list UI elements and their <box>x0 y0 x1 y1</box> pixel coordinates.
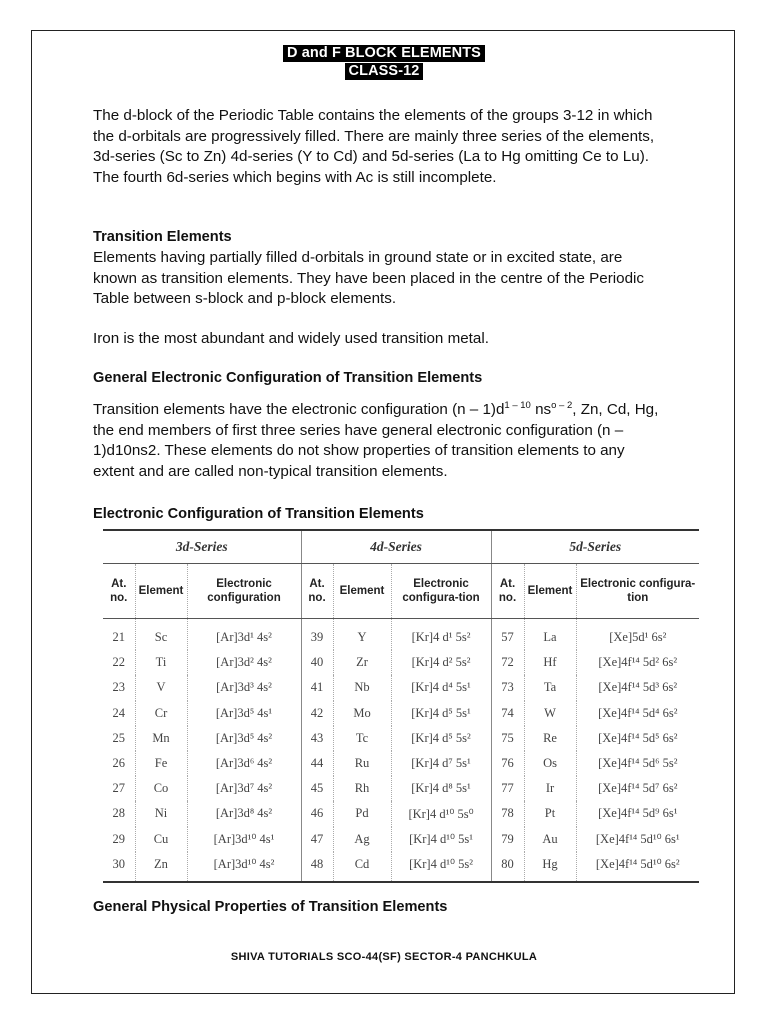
table-row <box>103 801 699 826</box>
element-symbol: Re <box>524 726 576 751</box>
element-symbol: Cu <box>135 827 187 852</box>
series-4d-header: 4d-Series <box>301 530 491 564</box>
element-symbol: Ta <box>524 675 576 700</box>
col-element: Element <box>135 564 187 619</box>
config-text-1: Transition elements have the electronic configuration (n – 1)d <box>93 401 505 418</box>
electron-config: [Kr]4 d⁷ 5s¹ <box>391 751 491 776</box>
general-config-paragraph <box>93 400 668 482</box>
atomic-number: 22 <box>103 650 135 675</box>
element-symbol: Au <box>524 827 576 852</box>
physical-properties-heading: General Physical Properties of Transition Elements <box>93 899 448 915</box>
atomic-number: 24 <box>103 701 135 726</box>
element-symbol: Nb <box>333 675 391 700</box>
element-symbol: Tc <box>333 726 391 751</box>
series-3d-header: 3d-Series <box>103 530 301 564</box>
table-row <box>103 726 699 751</box>
atomic-number: 44 <box>301 751 333 776</box>
electron-config: [Xe]4f¹⁴ 5d⁵ 6s² <box>598 730 678 745</box>
atomic-number: 74 <box>491 701 524 726</box>
electron-config: [Ar]3d² 4s² <box>187 650 301 675</box>
atomic-number: 80 <box>491 852 524 882</box>
atomic-number: 46 <box>301 801 333 826</box>
electron-config: [Ar]3d⁶ 4s² <box>187 751 301 776</box>
atomic-number: 29 <box>103 827 135 852</box>
config-sup-2: o – 2 <box>551 400 573 411</box>
element-symbol: W <box>524 701 576 726</box>
atomic-number: 48 <box>301 852 333 882</box>
table-row <box>103 650 699 675</box>
table-row <box>103 776 699 801</box>
electron-config: [Ar]3d¹⁰ 4s² <box>187 852 301 882</box>
electron-config: [Xe]4f¹⁴ 5d⁹ 6s¹ <box>598 806 678 821</box>
col-config: Electronic configuration <box>187 564 301 619</box>
atomic-number: 40 <box>301 650 333 675</box>
element-symbol: Y <box>333 619 391 651</box>
element-symbol: Ag <box>333 827 391 852</box>
col-config: Electronic configura-tion <box>391 564 491 619</box>
electron-config: [Kr]4 d¹ 5s² <box>391 619 491 651</box>
atomic-number: 28 <box>103 801 135 826</box>
atomic-number: 77 <box>491 776 524 801</box>
table-row <box>103 827 699 852</box>
atomic-number: 26 <box>103 751 135 776</box>
element-symbol: Hf <box>524 650 576 675</box>
table-row <box>103 675 699 700</box>
config-text-2: ns <box>530 401 552 418</box>
element-symbol: Pt <box>524 801 576 826</box>
electron-config: [Kr]4 d¹⁰ 5s¹ <box>391 827 491 852</box>
col-config: Electronic configura-tion <box>576 564 699 619</box>
atomic-number: 27 <box>103 776 135 801</box>
atomic-number: 78 <box>491 801 524 826</box>
atomic-number: 73 <box>491 675 524 700</box>
electron-config: [Xe]4f¹⁴ 5d⁶ 5s² <box>598 756 678 771</box>
table-row <box>103 751 699 776</box>
intro-paragraph: The d-block of the Periodic Table contains the elements of the groups 3-12 in which the d-orbitals are progressively filled. There are mainly three series of the elements, 3d-series (Sc to Zn) 4d-series (Y to Cd) and 5d-series (La to Hg omitting Ce to Lu). The fourth 6d-series which begins with Ac is still incomplete. <box>93 107 655 186</box>
element-symbol: Ir <box>524 776 576 801</box>
electron-config: [Ar]3d⁵ 4s¹ <box>187 701 301 726</box>
electron-config: [Ar]3d⁸ 4s² <box>187 801 301 826</box>
element-symbol: La <box>524 619 576 651</box>
atomic-number: 21 <box>103 619 135 651</box>
col-at-no: At. no. <box>103 564 135 619</box>
atomic-number: 43 <box>301 726 333 751</box>
electron-config: [Kr]4 d⁴ 5s¹ <box>391 675 491 700</box>
electronic-config-table <box>103 529 699 878</box>
electron-config: [Ar]3d¹ 4s² <box>187 619 301 651</box>
element-symbol: Os <box>524 751 576 776</box>
element-symbol: Mo <box>333 701 391 726</box>
atomic-number: 76 <box>491 751 524 776</box>
config-sup-1: 1 – 10 <box>504 400 531 411</box>
table-heading: Electronic Configuration of Transition Elements <box>93 506 424 522</box>
element-symbol: Rh <box>333 776 391 801</box>
col-at-no: At. no. <box>301 564 333 619</box>
electron-config: [Ar]3d¹⁰ 4s¹ <box>187 827 301 852</box>
electron-config: [Kr]4 d¹⁰ 5s⁰ <box>391 801 491 826</box>
electron-config: [Xe]4f¹⁴ 5d⁷ 6s² <box>598 781 678 796</box>
atomic-number: 41 <box>301 675 333 700</box>
electron-config: [Kr]4 d⁸ 5s¹ <box>391 776 491 801</box>
title-main: D and F BLOCK ELEMENTS <box>283 45 485 62</box>
element-symbol: Cr <box>135 701 187 726</box>
electron-config: [Xe]4f¹⁴ 5d³ 6s² <box>598 680 678 695</box>
electron-config: [Xe]4f¹⁴ 5d⁴ 6s² <box>598 705 678 720</box>
atomic-number: 42 <box>301 701 333 726</box>
element-symbol: Ru <box>333 751 391 776</box>
element-symbol: Cd <box>333 852 391 882</box>
electron-config: [Ar]3d⁵ 4s² <box>187 726 301 751</box>
element-symbol: Zr <box>333 650 391 675</box>
electron-config: [Ar]3d³ 4s² <box>187 675 301 700</box>
electron-config: [Kr]4 d⁵ 5s¹ <box>391 701 491 726</box>
atomic-number: 75 <box>491 726 524 751</box>
footer-text: SHIVA TUTORIALS SCO-44(SF) SECTOR-4 PANCHKULA <box>230 951 538 963</box>
document-title <box>0 44 768 80</box>
element-symbol: Ti <box>135 650 187 675</box>
config-text-3: , Zn, Cd, Hg, the end members of first three series have general electronic configuration (n – 1)d10ns2. These elements do not show properties of transition elements to any extent and are called non-typical transition elements. <box>93 401 659 480</box>
electron-config: [Xe]5d¹ 6s² <box>609 630 667 645</box>
element-symbol: Fe <box>135 751 187 776</box>
col-element: Element <box>333 564 391 619</box>
col-at-no: At. no. <box>491 564 524 619</box>
atomic-number: 79 <box>491 827 524 852</box>
atomic-number: 72 <box>491 650 524 675</box>
atomic-number: 25 <box>103 726 135 751</box>
atomic-number: 23 <box>103 675 135 700</box>
element-symbol: Sc <box>135 619 187 651</box>
title-class: CLASS-12 <box>345 63 424 80</box>
transition-heading: Transition Elements <box>93 229 232 245</box>
atomic-number: 57 <box>491 619 524 651</box>
atomic-number: 30 <box>103 852 135 882</box>
electron-config: [Xe]4f¹⁴ 5d² 6s² <box>598 655 678 670</box>
transition-paragraph: Elements having partially filled d-orbitals in ground state or in excited state, are known as transition elements. They have been placed in the centre of the Periodic Table between s-block and p-block elements. <box>93 249 645 308</box>
element-symbol: Pd <box>333 801 391 826</box>
element-symbol: Hg <box>524 852 576 882</box>
col-element: Element <box>524 564 576 619</box>
element-symbol: Ni <box>135 801 187 826</box>
electron-config: [Kr]4 d⁵ 5s² <box>391 726 491 751</box>
atomic-number: 39 <box>301 619 333 651</box>
atomic-number: 45 <box>301 776 333 801</box>
table-row <box>103 619 699 651</box>
iron-paragraph: Iron is the most abundant and widely used transition metal. <box>93 330 489 347</box>
electron-config: [Xe]4f¹⁴ 5d¹⁰ 6s¹ <box>595 832 680 847</box>
general-config-heading: General Electronic Configuration of Transition Elements <box>93 370 483 386</box>
electron-config: [Kr]4 d² 5s² <box>391 650 491 675</box>
table-row <box>103 701 699 726</box>
element-symbol: Co <box>135 776 187 801</box>
atomic-number: 47 <box>301 827 333 852</box>
element-symbol: V <box>135 675 187 700</box>
electron-config: [Ar]3d⁷ 4s² <box>187 776 301 801</box>
electron-config: [Kr]4 d¹⁰ 5s² <box>391 852 491 882</box>
series-5d-header: 5d-Series <box>491 530 699 564</box>
table-row <box>103 852 699 882</box>
element-symbol: Zn <box>135 852 187 882</box>
electron-config: [Xe]4f¹⁴ 5d¹⁰ 6s² <box>576 852 699 882</box>
element-symbol: Mn <box>135 726 187 751</box>
